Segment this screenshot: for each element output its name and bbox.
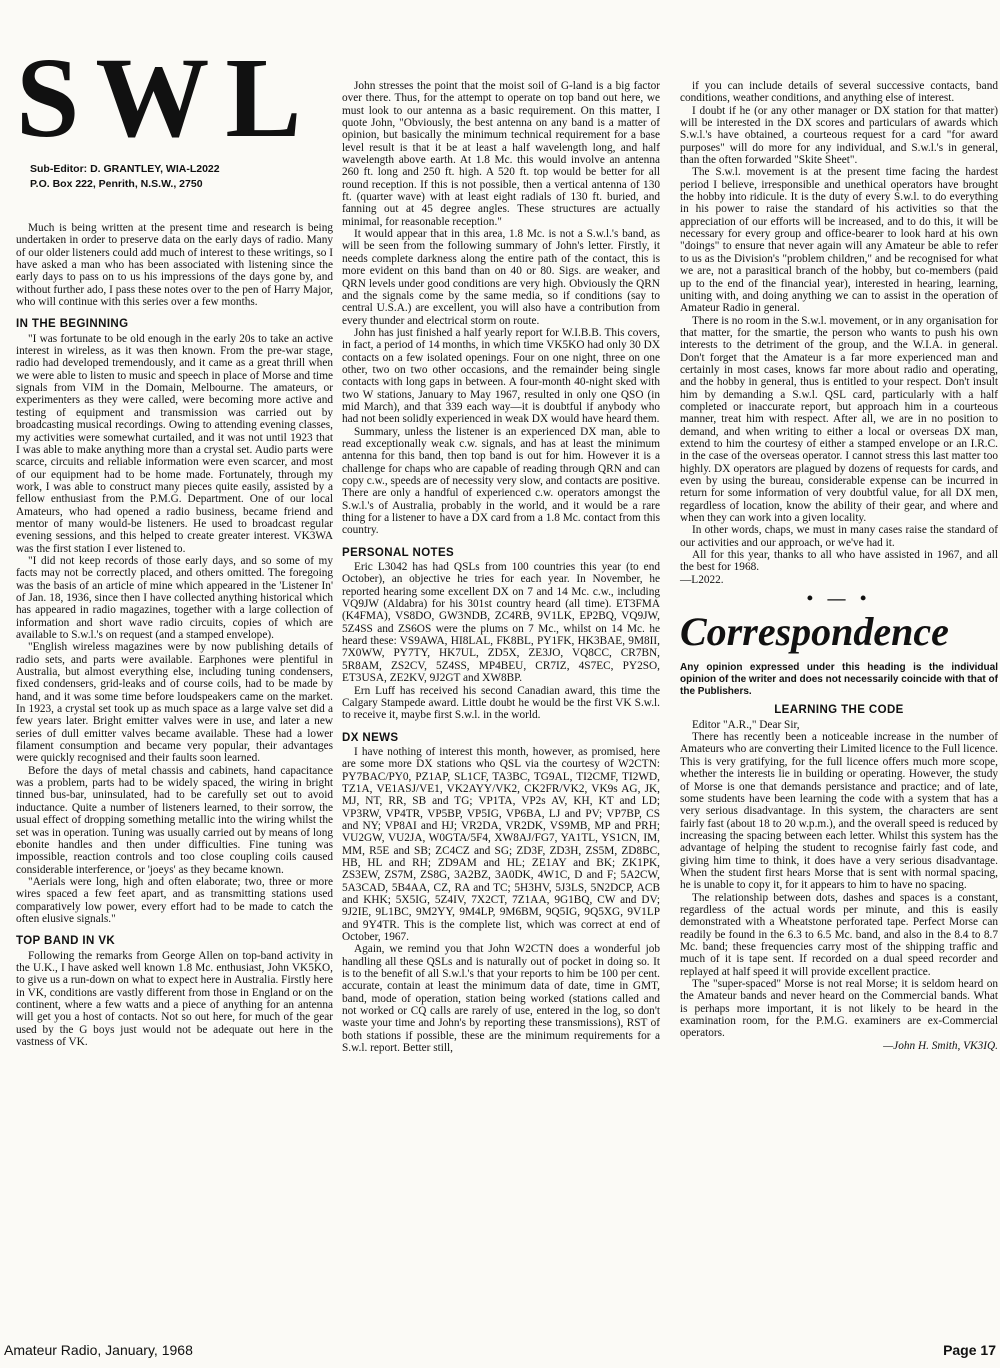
letter-greeting: Editor "A.R.," Dear Sir, (692, 718, 800, 731)
paragraph: All for this year, thanks to all who have assisted in 1967, and all the best for 1968. (680, 549, 998, 574)
heading-dx-news: DX NEWS (342, 731, 399, 744)
heading-top-band: TOP BAND IN VK (16, 935, 116, 948)
paragraph: "English wireless magazines were by now publishing details of radio sets, and parts were available. Earphones were plentiful in Australia, but almost everything else, including tuning condensers, fixed condensers, grid-leaks and of course coils, had to be made by hand, and it was some time before loudspeakers came on the market. In 1923, a crystal set took up as much space as a large valve set did a few years later. Bright emitter valves were in use, and later a new series of dull emitter valves became available. These had a lower filament consumption and became very popular, their advantages were quickly recognised and their faults soon learned. (16, 641, 333, 765)
column-3 (680, 80, 998, 1052)
sub-editor-name: Sub-Editor: D. GRANTLEY, WIA-L2022 (30, 163, 220, 175)
intro-paragraph: Much is being written at the present time and research is being undertaken in order to preserve data on the early days of radio. Many of our older listeners could add much of interest to these writings, so I have asked a man who has been associated with listening since the early days to pass on to us his impressions of the days gone by, and without further ado, I pass these notes over to the pen of Harry Major, who will continue with this series over a few months. (16, 222, 333, 309)
paragraph: In other words, chaps, we must in many cases raise the standard of our activities and our approach, or we've had it. (680, 524, 998, 549)
publication-info: Amateur Radio, January, 1968 (4, 1342, 193, 1358)
paragraph: Summary, unless the listener is an experienced DX man, able to read exceptionally weak c.w. signals, and has at least the minimum antenna for this band, then top band is out for him. However it is a challenge for chaps who are capable of reading through QRN and can copy c.w., speeds are of necessity very slow, and contacts are positive. There are only a handful of experienced c.w. operators amongst the S.w.l.'s of Australia, probably in the world, and it would be a rare thing for a listener to have a DX card from a 1.8 Mc. contact from this country. (342, 425, 660, 537)
paragraph: Again, we remind you that John W2CTN does a wonderful job handling all these QSLs and is naturally out of pocket in doing so. It is to the benefit of all S.w.l.'s that your reports to him be 100 per cent. accurate, contain at least the minimum data of date, time in GMT, band, mode of operation, station being worked (stations called and not worked or CQ calls are rarely of use, entered in the log, so don't waste your time and John's by reporting these transmissions), RST of both stations if possible, these are the minimum requirements for a S.w.l. report. Better still, (342, 943, 660, 1055)
correspondence-title: Correspondence (680, 609, 949, 655)
paragraph: John has just finished a half yearly report for W.I.B.B. This covers, in fact, a period of 14 months, in which time VK5KO had only 30 DX contacts on a few isolated openings. Four on one night, three on one other, two on two other occasions, and the remainder being single contacts with long gaps in between. A four-month 40-night sked with two W stations, January to May 1967, resulted in only one QSO (in mid March), and that 339 each way—it is doubtful if anybody who had not been solidly experienced in weak DX would have heard them. (342, 326, 660, 426)
paragraph: There has recently been a noticeable increase in the number of Amateurs who are converting their Limited licence to the Full licence. This is very gratifying, for the full licence offers much more scope, whether the interests lie in building or operating. However, the study of Morse is one that demands persistance and practice; and of late, some students have been learning the code with a system that has a very serious disadvantage. In this system, the characters are sent fairly fast (about 18 to 20 w.p.m.), and the overall speed is reduced by increasing the spacing between each letter. Whilst this system has the advantage of helping the student to recognise fairly fast code, and giving him time to think, it does have a very serious disadvantage. When the student first hears Morse that is sent with normal spacing, he is unable to copy it, for it appears to him to have no spacing. (680, 731, 998, 892)
signature: —L2022. (680, 573, 724, 586)
sub-editor-address: P.O. Box 222, Penrith, N.S.W., 2750 (30, 178, 203, 190)
paragraph: Eric L3042 has had QSLs from 100 countries this year (to end October), an objective he tries for each year. In November, he reported hearing some excellent DX on 7 and 14 Mc. c.w., including VQ9JW (Aldabra) for his 301st country heard (all time). ET3FMA (K4FMA), VS8DO, GW3NDB, ZC4RB, 9V1LK, EP2BQ, VQ9JW, 5Z4SS and ZS6OS were the plums on 7 Mc., whilst on 14 Mc. he heard these: VS9AWA, HI8LAL, FK8BL, PY1FK, HK3BAE, 9M8II, 7X0WW, PY7TY, HK7UL, ZD5X, ZE3JO, VQ8CC, CR7BN, 5R8AM, ZS2CV, 5Z4SS, MP4BEU, CR7IZ, 4S7EC, PY2SO, ET3USA, ZE2KV, 9J2GT and XW8BP. (342, 561, 660, 685)
paragraph: "I was fortunate to be old enough in the early 20s to take an active interest in wireless, as it was then known. From the pre-war stage, radio had developed tremendously, and it came as a great thrill when we were able to listen to music and speech in place of Morse and time signals from VIM in the Domain, Melbourne. The amateurs, or experimenters as they were called, were becoming more active and testing of equipment and transmission was carried out by broadcasting musical recordings. Owing to attending evening classes, my activities were somewhat curtailed, and it was not until 1923 that I was able to make anything more than a crystal set. Audio parts were scarce, circuits and reliable information were even scarcer, and most of our equipment had to be home made. Fortunately, through my work, I was able to construct many pieces quite easily, assisted by a fellow enthusiast from the P.M.G. Department. One of our local Amateurs, who had opened a radio business, became friend and mentor of many would-be listeners. He used to broadcast regular evening sessions, and this helped to create greater interest. VK3WA was the first station I ever listened to. (16, 332, 333, 555)
paragraph: John stresses the point that the moist soil of G-land is a big factor over there. Thus, for the attempt to operate on top band out here, we must look to our antenna as a basic requirement. On this matter, I quote John, "Obviously, the best antenna on any band is a matter of opinion, but basically the minimum technical requirement for a base level result is that it be at least a half wavelength long, and half wavelength above earth. At 1.8 Mc. this would involve an antenna 260 ft. long and 250 ft. high. A 520 ft. top would be better for all round reception. If this is not possible, then a vertical antenna of 130 ft. (quarter wave) with at least eight radials of 130 ft. buried, and fanning out at 45 degree angles. These structures are actually minimal, for reasonable reception." (342, 80, 660, 228)
column-1 (16, 0, 333, 1048)
section-separator: • — • (806, 588, 872, 609)
paragraph: Ern Luff has received his second Canadian award, this time the Calgary Stampede award. Little doubt he would be the first VK S.w.l. to receive it, maybe first S.w.l. in the world. (342, 684, 660, 722)
paragraph: "Aerials were long, high and often elaborate; two, three or more wires spaced a few feet apart, and as transmitting stations used comparatively low power, every effort had to be made to catch the often elusive signals." (16, 875, 333, 925)
letter-signature: —John H. Smith, VK3IQ. (883, 1039, 998, 1052)
column-2 (342, 80, 660, 1054)
correspondence-disclaimer: Any opinion expressed under this heading is the individual opinion of the writer and does not necessarily coincide with that of the Publishers. (680, 662, 998, 698)
paragraph: The relationship between dots, dashes and spaces is a constant, regardless of the actual words per minute, and this is easily demonstrated with a Wheatstone perforated tape. Perfect Morse can readily be found in the 6.3 to 6.5 Mc. band, and also in the 8.4 to 8.7 Mc. band; these frequencies carry most of the shipping traffic and much of it is tape sent. If recorded on a dual speed recorder and replayed at half speed it will provide excellent practice. (680, 891, 998, 978)
paragraph: Before the days of metal chassis and cabinets, hand capacitance was a problem, parts had to be widely spaced, the wiring in bright tinned bus-bar, uninsulated, had to be carefully set out to avoid inductance. Quite a number of listeners learned, to their sorrow, the usual effect of dropping something metallic into the wiring whilst the set was in operation. Tuning was usually carried out by means of long ebonite handles and then under difficulties. Fine tuning was impossible, reaction controls and too close coupling coils caused considerable interference, or 'joeys' as they became known. (16, 764, 333, 876)
paragraph: if you can include details of several successive contacts, band conditions, weather conditions, and anything else of interest. (680, 80, 998, 105)
heading-learning-the-code: LEARNING THE CODE (774, 704, 904, 717)
paragraph: I have nothing of interest this month, however, as promised, here are some more DX stations who QSL via the courtesy of W2CTN: PY7BAC/PY0, PZ1AP, SL1CF, TA3BC, TG9AL, TI2CMF, TI2WD, TZ1A, VE1ASJ/VE1, VK2AYY/VK2, CK2FR/VK2, VK9s AG, JK, MJ, NT, RR, SB and TG; VP1TA, VP2s AV, KH, KT and LD; VP3RW, VP4TR, VP5BP, VP5IG, VP6BA, LJ and PV; VP7BP, CS and NY; VP8AI and HJ; VR2DA, VR2DK, VS9MB, MP and PRH; VU2GW, VU2JA, W0GTA/5F4, XW8AJ/FG7, YA1TL, YS1CN, IM, MM, R5E and SB; ZC4CZ and SG; ZD3F, ZD3H, ZS5M, ZD8BC, HB, HL and RH; ZD9AM and HL; ZE1AY and BK; ZK1PK, ZS3EW, ZS7M, ZS8G, 3A2BZ, 3A0DK, 4W1C, D and F; 5A2CW, 5A3CAD, 5B4AA, CZ, RA and TC; 5H3HV, 5J3LS, 5N2DCP, ACB and KHK; 5X5IG, 5Z4IV, 7X2CT, 7Z1AA, 9G1BQ, CW and DV; 9J2IE, 9L1BC, 9M2YY, 9M4LP, 9M6BM, 9Q5IG, 9Q5XG, 9V1LP and 9Y4TR. This is the complete list, which was correct at end of October, 1967. (342, 745, 660, 944)
paragraph: It would appear that in this area, 1.8 Mc. is not a S.w.l.'s band, as will be seen from the following summary of John's letter. Firstly, it needs complete darkness along the entire path of the contact, this is more evident on this band than on 40 or 80. Sigs. are weaker, and QRN levels under good conditions are very high. Obviously the QRN and the signals come by the same media, so if conditions (say to central U.S.A.) are excellent, you will also have a contribution from every thunder and electrical storm on route. (342, 228, 660, 327)
paragraph: The S.w.l. movement is at the present time facing the hardest period I believe, irresponsible and unethical operators have brought the hobby into ridicule. It is the duty of every S.w.l. to do everything in his power to raise the standard of his activities so that the appreciation of our efforts will be increased, and to do this, it will be necessary for every group and office-bearer to look hard at his own "doings" to ensure that never again will any Amateur be able to refer to us as the Division's "problem children," and be recognised for what we are, not a parasitical branch of the hobby, but co-members (paid up to the end of the financial year), interested in hearing, learning, uniting with, and doing anything we can to assist in the operation of Amateur Radio in general. (680, 166, 998, 315)
heading-personal-notes: PERSONAL NOTES (342, 546, 455, 559)
sub-editor-block (30, 162, 333, 192)
page-footer (4, 1342, 996, 1364)
paragraph: Following the remarks from George Allen on top-band activity in the U.K., I have asked well known 1.8 Mc. enthusiast, John VK5KO, to give us a run-down on what to expect here in Australia. Firstly here in VK, conditions are vastly different from those in England or on the continent, where a few watts and a piece of anything for an antenna will get you a host of contacts. Not so out here, for much of the gear used by the G boys just would not be adequate out here in the vastness of VK. (16, 949, 333, 1048)
paragraph: I doubt if he (or any other manager or DX station for that matter) will be interested in the DX scores and particulars of awards which S.w.l.'s have obtained, a courteous request for a card "for award purposes" will do more for any individual, and S.w.l.'s in general, than the often forwarded "Skite Sheet". (680, 104, 998, 167)
paragraph: "I did not keep records of those early days, and so some of my facts may not be correctly placed, and others omitted. The foregoing was the basis of an article of mine which appeared in the 'Listener In' of Jan. 18, 1936, since then I have collected anything historical which has appeared in radio magazines, together with a large collection of information and short wave radio circuits, copies of which are available to S.w.l.'s on request (and a stamped envelope). (16, 554, 333, 641)
paragraph: There is no room in the S.w.l. movement, or in any organisation for that matter, for the smartie, the person who wants to push his own interests to the detriment of the group, and the W.I.A. in general. Don't forget that the Amateur is a far more experienced man and certainly in most cases, knows far more about radio and operating, and the hobby in general, thus is entitled to your respect. Don't insult him by demanding a S.w.l. QSL card, particularly with a half completed or inaccurate report, but approach him in a courteous manner, treat him with respect. After all, we are in no position to demand, and when writing to either a local or overseas DX man, extend to him the courtesy of either a stamped envelope or an I.R.C. in the case of the overseas operator. I cannot stress this last matter too highly. DX operators are plagued by dozens of requests for cards, and even by using the bureau, considerable expense can be incurred in return for some information of very doubtful value, for all DX men, regardless of location, know the ability of their gear, and where and when they can work into a given locality. (680, 314, 998, 525)
paragraph: The "super-spaced" Morse is not real Morse; it is seldom heard on the Amateur bands and never heard on the Commercial bands. What is perhaps more important, it is not likely to be heard in the examination room, for the P.M.G. examiners are ex-Commercial operators. (680, 978, 998, 1040)
section-title: SWL (16, 34, 318, 161)
heading-in-the-beginning: IN THE BEGINNING (16, 318, 129, 331)
page-number: Page 17 (943, 1342, 996, 1358)
